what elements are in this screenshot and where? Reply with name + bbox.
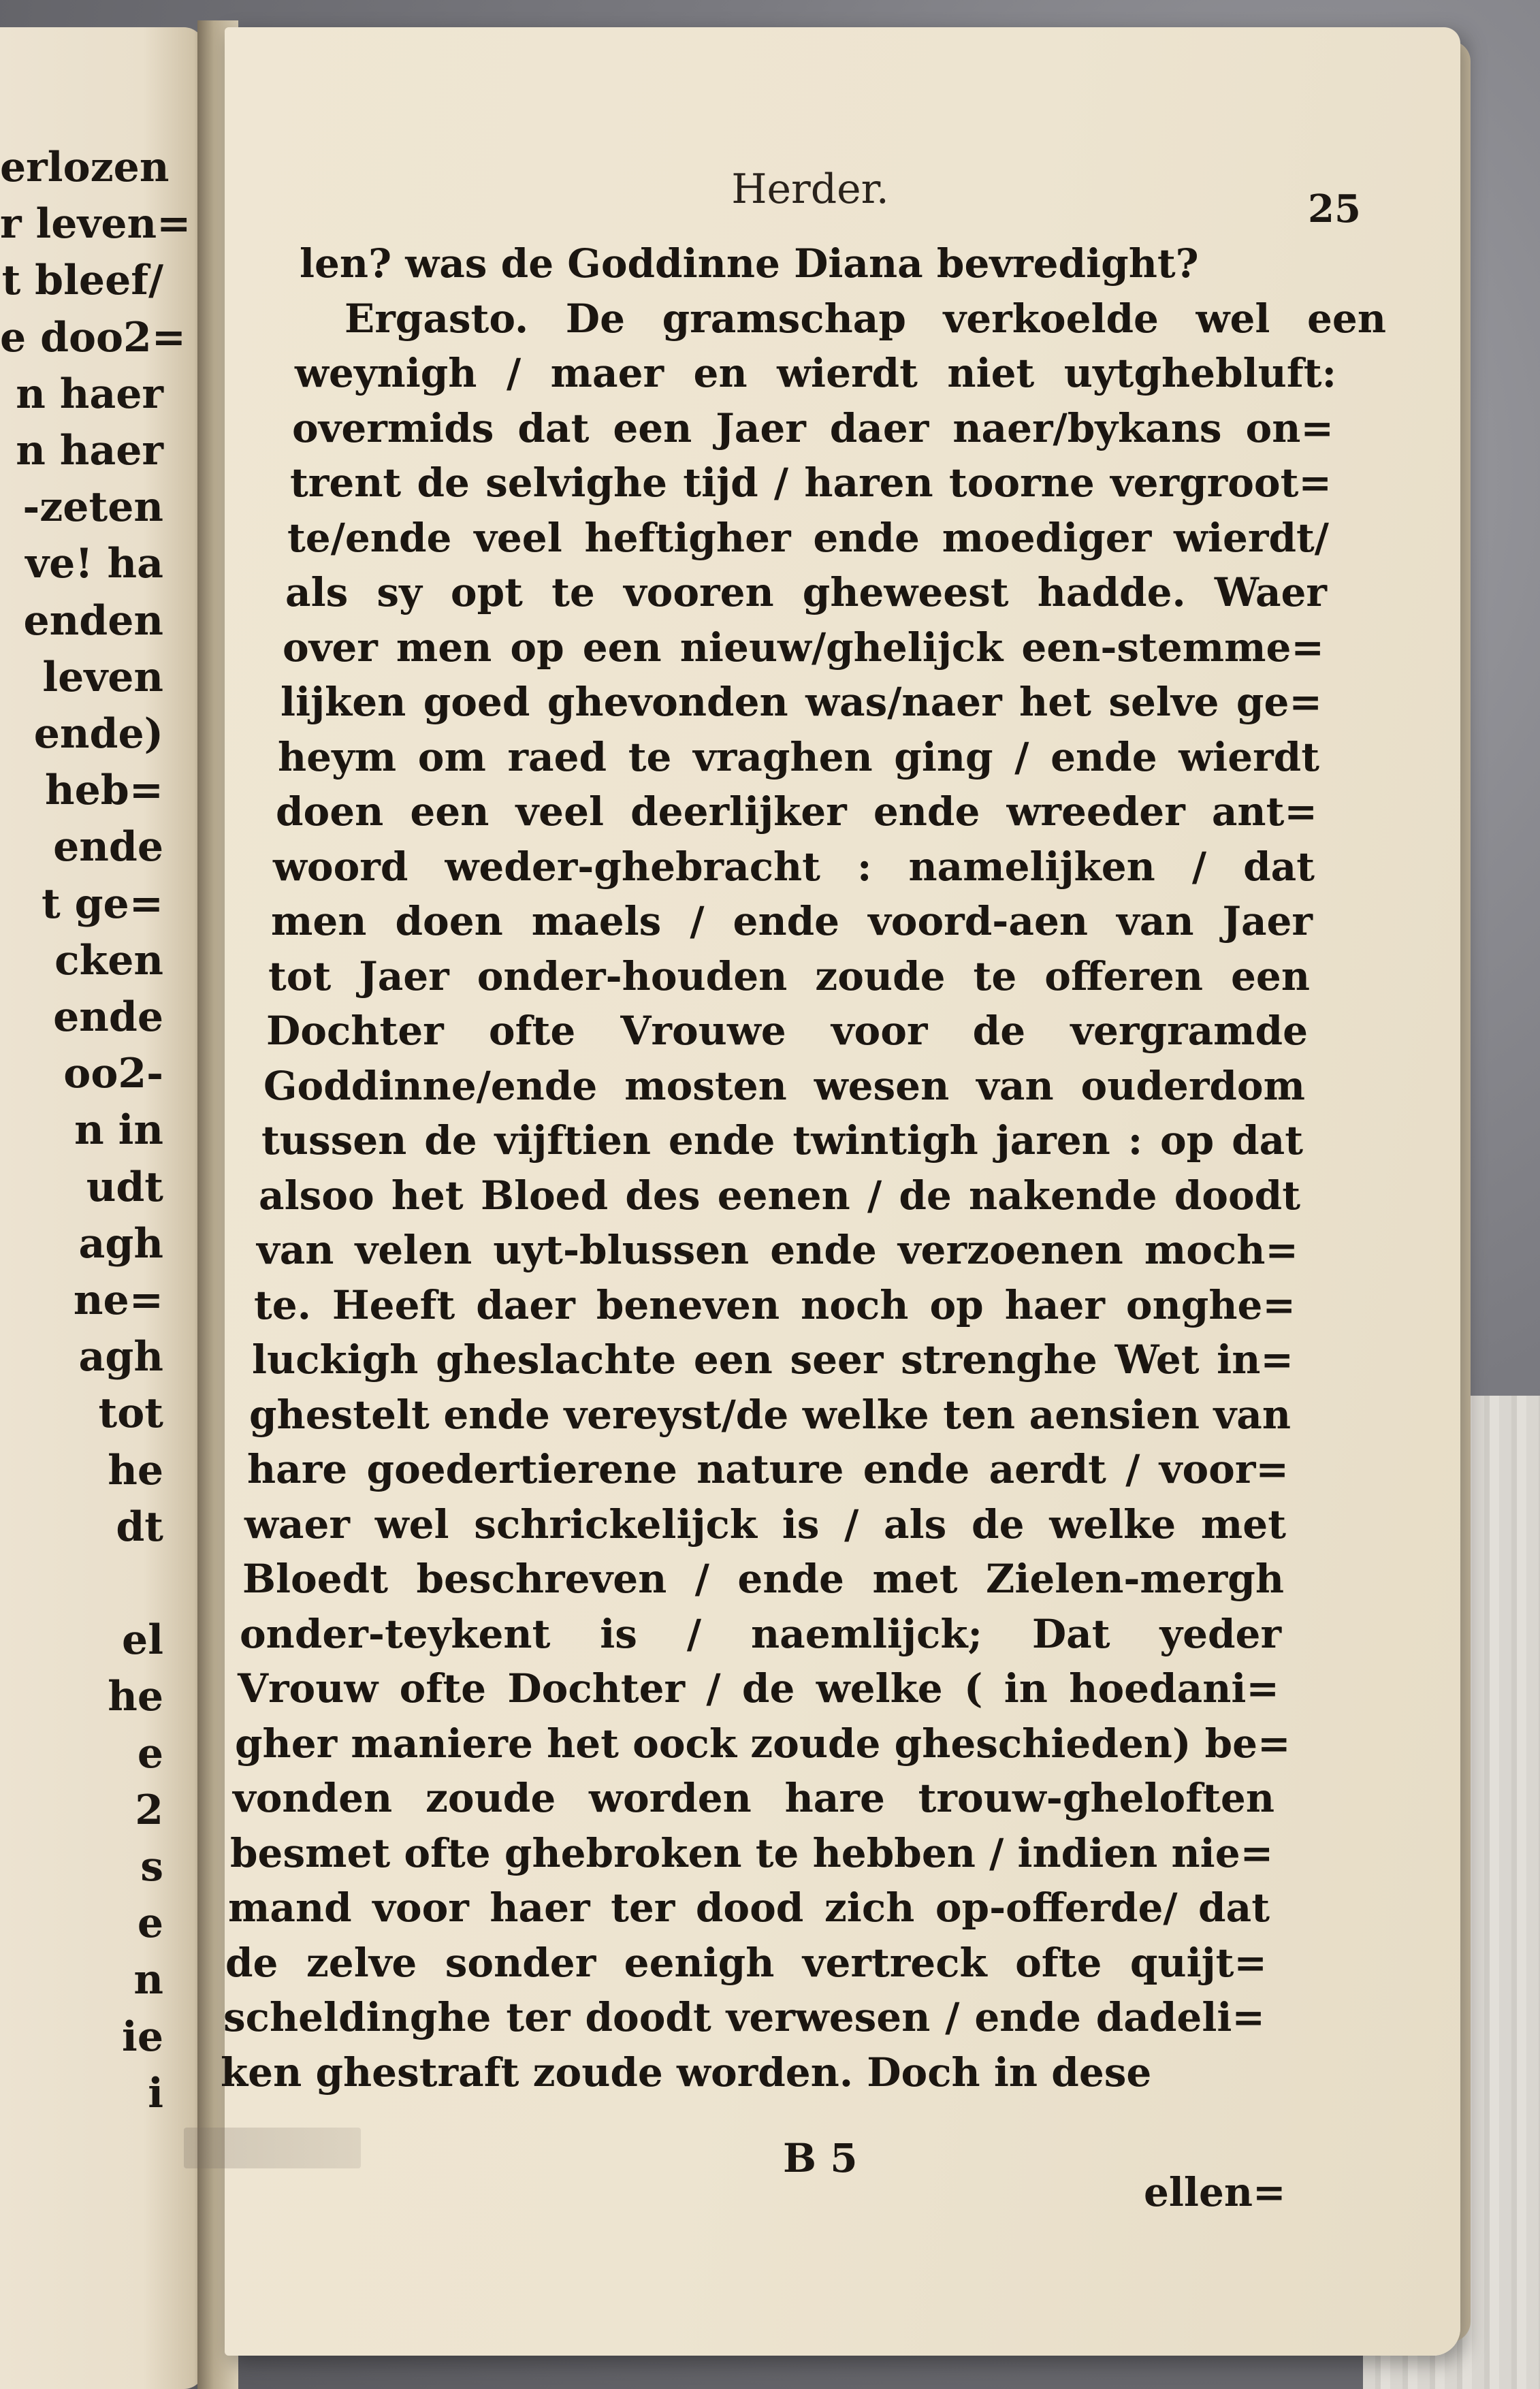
body-line: de zelve sonder eenigh vertreck ofte quijt=: [225, 1939, 1267, 1986]
left-page-line: agh: [78, 1333, 163, 1381]
signature-mark: B 5: [783, 2135, 858, 2181]
left-page-line: he: [108, 1446, 163, 1494]
page-number: 25: [1308, 187, 1361, 231]
body-line: Vrouw ofte Dochter / de welke ( in hoedani=: [238, 1665, 1279, 1712]
body-line: Goddinne/ende mosten wesen van ouderdom: [263, 1062, 1305, 1109]
left-page-line: enden: [23, 596, 163, 645]
left-page-line: n haer: [16, 427, 163, 475]
body-line: lijken goed ghevonden was/naer het selve ge=: [280, 679, 1322, 725]
left-page-line: e doo2=: [0, 313, 187, 362]
left-page-line: t bleef/: [1, 257, 163, 305]
left-page-line: agh: [78, 1219, 163, 1268]
body-line: gher maniere het oock zoude gheschieden) be=: [235, 1720, 1291, 1767]
left-page-line: el: [122, 1616, 163, 1665]
body-line: onder-teykent is / naemlijck; Dat yeder: [240, 1610, 1281, 1657]
body-line: doen een veel deerlijker ende wreeder ant=: [276, 788, 1317, 835]
body-line: te. Heeft daer beneven noch op haer onghe=: [254, 1281, 1296, 1328]
left-page-line: ve! ha: [25, 540, 163, 588]
left-page-line: s: [140, 1843, 163, 1891]
running-head: Herder.: [731, 165, 889, 213]
body-line: Dochter ofte Vrouwe voor de vergramde: [266, 1008, 1308, 1054]
left-page-line: udt: [86, 1163, 163, 1211]
left-page-line: t ge=: [41, 880, 163, 928]
library-stamp: [184, 2128, 361, 2168]
left-page-line: 2: [135, 1786, 163, 1834]
left-page-line: oo2-: [63, 1050, 163, 1098]
left-page-line: he: [108, 1673, 163, 1721]
left-page-line: r leven=: [0, 200, 191, 248]
body-line: heym om raed te vraghen ging / ende wierdt: [278, 733, 1319, 780]
left-page-line: leven: [42, 653, 163, 701]
left-page-line: cken: [54, 936, 163, 984]
body-line: tussen de vijftien ende twintigh jaren : op dat: [261, 1117, 1303, 1164]
left-page-line: -zeten: [22, 483, 163, 532]
left-page-line: e: [137, 1729, 163, 1778]
left-page-line: i: [148, 2069, 163, 2117]
body-line: ghestelt ende vereyst/de welke ten aensien van: [249, 1391, 1291, 1438]
body-line: weynigh / maer en wierdt niet uytghebluft:: [295, 350, 1336, 396]
left-page: [0, 27, 204, 2389]
body-line: Bloedt beschreven / ende met Zielen-mergh: [242, 1556, 1284, 1602]
left-page-line: tot: [98, 1390, 163, 1438]
left-page-line: dt: [116, 1503, 163, 1551]
body-line: te/ende veel heftigher ende moediger wierdt/: [287, 514, 1329, 561]
body-line: van velen uyt-blussen ende verzoenen moch=: [257, 1227, 1298, 1273]
left-page-line: [0, 1559, 163, 1608]
catchword: ellen=: [1144, 2169, 1286, 2215]
body-line: hare goedertierene nature ende aerdt / voor=: [247, 1446, 1289, 1492]
left-page-line: erlozen: [0, 144, 170, 191]
body-line: luckigh gheslachte een seer strenghe Wet in=: [252, 1336, 1294, 1383]
left-page-line: heb=: [44, 767, 163, 815]
left-page-line: n haer: [16, 370, 163, 418]
body-line: men doen maels / ende voord-aen van Jaer: [271, 898, 1313, 944]
body-line: overmids dat een Jaer daer naer/bykans on=: [292, 404, 1334, 451]
body-line: ken ghestraft zoude worden. Doch in dese: [221, 2049, 1152, 2096]
left-page-line: ende): [33, 710, 163, 758]
body-line: vonden zoude worden hare trouw-gheloften: [233, 1775, 1274, 1821]
body-line: scheldinghe ter doodt verwesen / ende dadeli=: [223, 1994, 1265, 2040]
body-line: len? was de Goddinne Diana bevredight?: [300, 240, 1199, 287]
left-page-line: e: [137, 1899, 163, 1948]
left-page-line: ne=: [73, 1277, 163, 1324]
left-page-line: ende: [53, 823, 163, 871]
left-page-line: ende: [53, 993, 163, 1041]
body-line: alsoo het Bloed des eenen / de nakende doodt: [259, 1172, 1300, 1219]
left-page-line: ie: [122, 2013, 163, 2061]
body-line: trent de selvighe tijd / haren toorne vergroot=: [290, 460, 1332, 506]
left-page-line: n: [133, 1956, 163, 2004]
body-line: besmet ofte ghebroken te hebben / indien nie=: [230, 1829, 1274, 1876]
body-line: als sy opt te vooren gheweest hadde. Waer: [285, 569, 1327, 615]
body-line: Ergasto. De gramschap verkoelde wel een: [344, 295, 1386, 342]
body-line: tot Jaer onder-houden zoude te offeren een: [268, 952, 1310, 999]
body-line: over men op een nieuw/ghelijck een-stemme=: [283, 624, 1324, 671]
left-page-line: n in: [74, 1106, 163, 1155]
body-line: woord weder-ghebracht : namelijken / dat: [273, 843, 1315, 890]
body-line: mand voor haer ter dood zich op-offerde/ dat: [228, 1885, 1270, 1931]
body-line: waer wel schrickelijck is / als de welke met: [244, 1501, 1286, 1548]
